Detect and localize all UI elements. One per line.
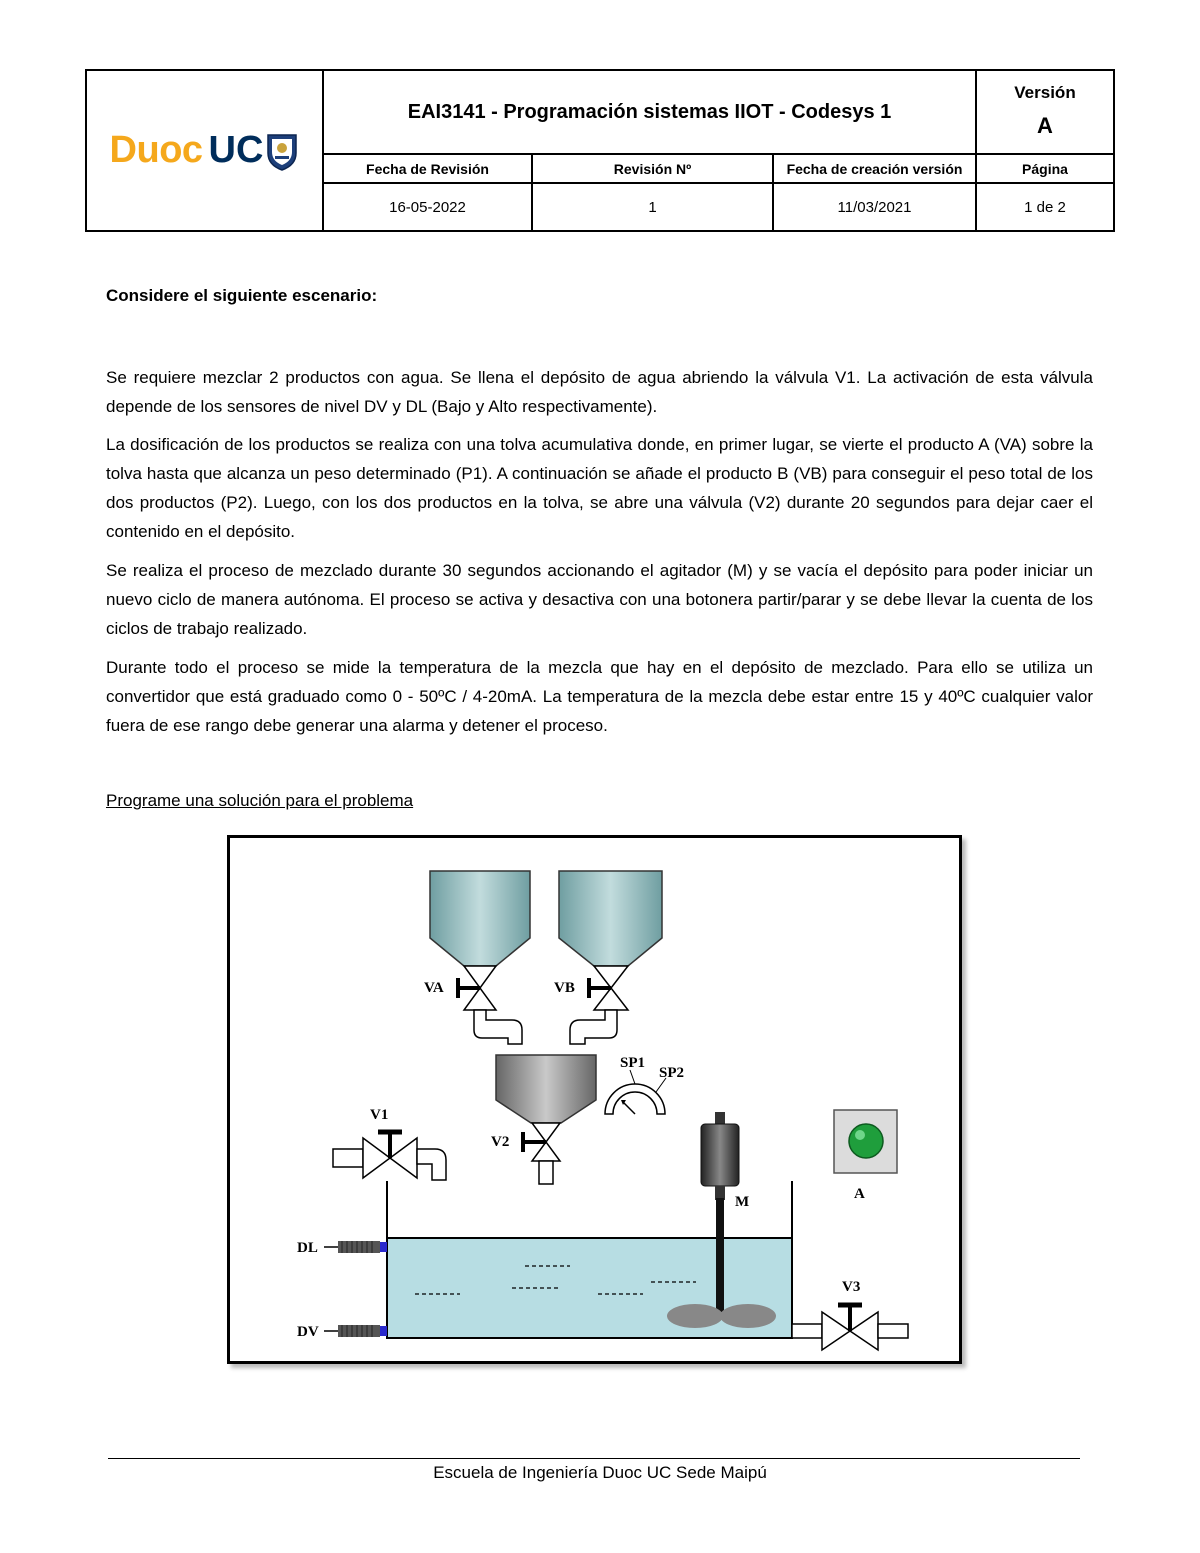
paragraph-mixing: Se realiza el proceso de mezclado durante 30 segundos accionando el agitador (M) y se vacía el depósito para poder iniciar un nuevo ciclo de manera autónoma. El proceso se activa y desactiva con una botonera partir/parar y se debe llevar la cuenta de los ciclos de trabajo realizado. <box>106 561 1093 638</box>
revision-date-value: 16-05-2022 <box>324 184 533 230</box>
start-button-icon <box>834 1110 897 1173</box>
level-sensor-dl-icon <box>324 1241 387 1253</box>
footer-divider <box>108 1458 1080 1459</box>
hopper-b <box>559 871 662 966</box>
process-diagram-svg <box>230 838 959 1361</box>
col-label-revision-date: Fecha de Revisión <box>324 155 533 184</box>
weight-gauge-icon <box>605 1070 666 1114</box>
valve-va-icon <box>458 966 522 1044</box>
hopper-a <box>430 871 530 966</box>
revision-number-value: 1 <box>533 184 774 230</box>
paragraph-temperature: Durante todo el proceso se mide la temperatura de la mezcla que hay en el depósito de mezclado. Para ello se utiliza un convertidor que está graduado como 0 - 50ºC / 4-20mA. La temperatura de la mezcla debe estar entre 15 y 40ºC cualquier valor fuera de ese rango debe generar una alarma y detener el proceso. <box>106 658 1093 735</box>
document-title: EAI3141 - Programación sistemas IIOT - Codesys 1 <box>324 71 977 155</box>
duoc-uc-logo <box>110 129 300 172</box>
dv-label: DV <box>297 1324 319 1340</box>
v1-label: V1 <box>370 1107 389 1123</box>
dl-label: DL <box>297 1240 318 1256</box>
process-diagram <box>227 835 962 1364</box>
university-seal-icon <box>265 131 299 171</box>
logo-uc-text: UC <box>208 129 264 171</box>
logo-cell <box>87 71 324 230</box>
col-label-page: Página <box>977 155 1113 184</box>
creation-date-value: 11/03/2021 <box>774 184 977 230</box>
version-label: Versión <box>1014 83 1076 102</box>
page-number-value: 1 de 2 <box>1024 198 1066 216</box>
m-label: M <box>735 1194 750 1210</box>
v3-label: V3 <box>842 1279 861 1295</box>
vb-label: VB <box>554 980 575 996</box>
task-statement: Programe una solución para el problema <box>106 791 414 810</box>
weighing-hopper <box>496 1055 596 1123</box>
paragraph-water-fill: Se requiere mezclar 2 productos con agua. Se llena el depósito de agua abriendo la válvula V1. La activación de esta válvula depende de los sensores de nivel DV y DL (Bajo y Alto respectivamente). <box>106 368 1093 416</box>
va-label: VA <box>424 980 444 996</box>
valve-vb-icon <box>570 966 628 1044</box>
col-label-creation-date: Fecha de creación versión <box>774 155 977 184</box>
footer-text: Escuela de Ingeniería Duoc UC Sede Maipú <box>433 1463 767 1482</box>
col-label-revision-number: Revisión Nº <box>533 155 774 184</box>
scenario-heading: Considere el siguiente escenario: <box>106 286 378 305</box>
sp1-label: SP1 <box>620 1055 646 1071</box>
a-label: A <box>854 1186 865 1202</box>
sp2-label: SP2 <box>659 1065 685 1081</box>
logo-duoc-text: Duoc <box>109 129 203 171</box>
header-table <box>85 69 1115 232</box>
v2-label: V2 <box>491 1134 510 1150</box>
valve-v3-icon <box>792 1305 908 1350</box>
version-cell <box>977 71 1113 155</box>
valve-v1-icon <box>333 1132 446 1180</box>
level-sensor-dv-icon <box>324 1325 387 1337</box>
valve-v2-icon <box>523 1123 560 1184</box>
paragraph-dosing: La dosificación de los productos se realiza con una tolva acumulativa donde, en primer lugar, se vierte el producto A (VA) sobre la tolva hasta que alcanza un peso determinado (P1). A continuación se añade el producto B (VB) para conseguir el peso total de los dos productos (P2). Luego, con los dos productos en la tolva, se abre una válvula (V2) durante 20 segundos para dejar caer el contenido en el depósito. <box>106 435 1093 541</box>
version-value: A <box>1037 113 1053 138</box>
